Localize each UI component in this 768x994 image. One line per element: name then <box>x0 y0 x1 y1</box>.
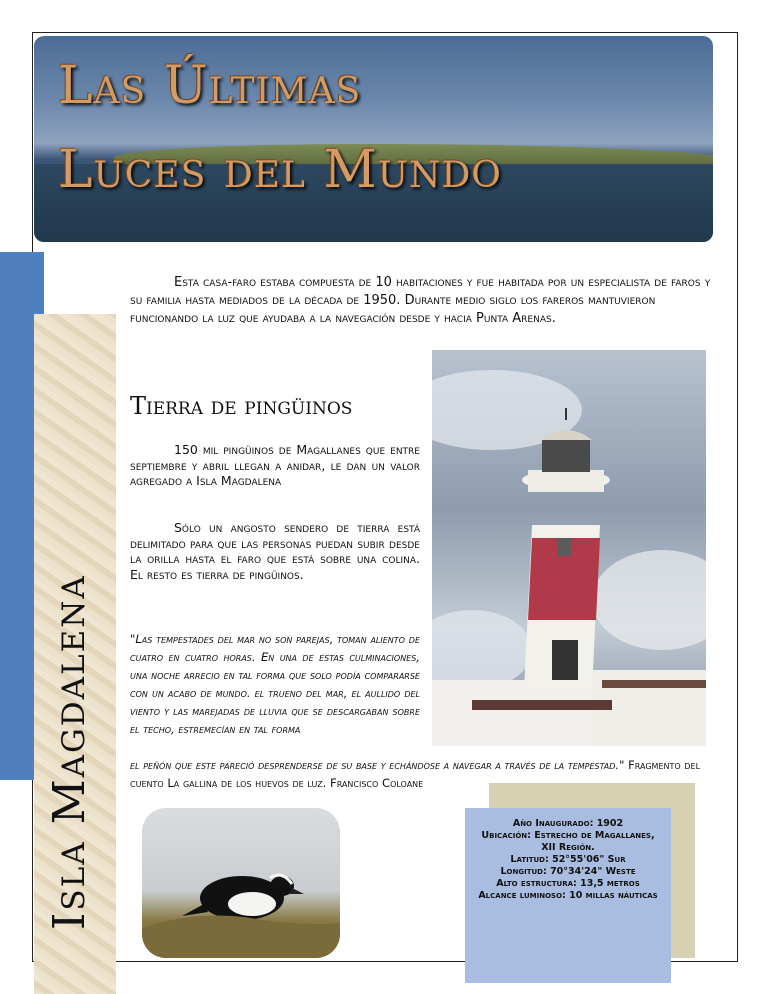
title-line-1: Las Últimas <box>58 56 362 116</box>
info-location: Ubicación: Estrecho de Magallanes, XII Región. <box>481 830 655 853</box>
lighthouse-photo <box>432 350 706 746</box>
info-longitude: Longitud: 70°34'24" Weste <box>500 866 636 877</box>
info-range: Alcance luminoso: 10 millas náuticas <box>478 890 658 901</box>
info-year: Año Inaugurado: 1902 <box>512 818 624 829</box>
paragraph-penguins: 150 mil pingüinos de Magallanes que entre septiembre y abril llegan a anidar, le dan un valor agregado a Isla Magdalena <box>130 442 420 488</box>
info-latitude: Latitud: 52°55'06" Sur <box>510 854 626 865</box>
title-line-2: Luces del Mundo <box>58 140 502 200</box>
penguin-photo <box>142 808 340 958</box>
info-height: Alto estructura: 13,5 metros <box>496 878 640 889</box>
info-list <box>465 818 671 902</box>
quote-part-1: "Las tempestades del mar no son parejas, toman aliento de cuatro en cuatro horas. En una de estas culminaciones, una noche arrecio en tal forma que solo podía compararse con un acabo de mundo. el trueno del mar, el aullido del viento y las marejadas de lluvia que se descargaban sobre el techo, estremecían en tal forma <box>130 632 420 736</box>
info-box <box>465 808 671 983</box>
intro-paragraph: Esta casa-faro estaba compuesta de 10 habitaciones y fue habitada por un especialista de faros y su familia hasta mediados de la década de 1950. Durante medio siglo los fareros mantuvieron funcionando la luz que ayudaba a la navegación desde y hacia Punta Arenas. <box>130 275 711 326</box>
quote-part-2: el peñón que este pareció desprenderse de su base y echándose a navegar a través de la tempestad." <box>130 758 629 772</box>
penguin-icon <box>142 808 340 958</box>
section-heading: Tierra de pingüinos <box>130 392 353 420</box>
quote-source: Fragmento del cuento La gallina de los huevos de luz. Francisco Coloane <box>130 758 701 790</box>
lighthouse-icon <box>432 350 706 746</box>
paragraph-path: Sólo un angosto sendero de tierra está delimitado para que las personas puedan subir desde la orilla hasta el faro que está sobre una colina. El resto es tierra de pingüinos. <box>130 520 420 582</box>
side-title: Isla Magdalena <box>44 574 95 930</box>
